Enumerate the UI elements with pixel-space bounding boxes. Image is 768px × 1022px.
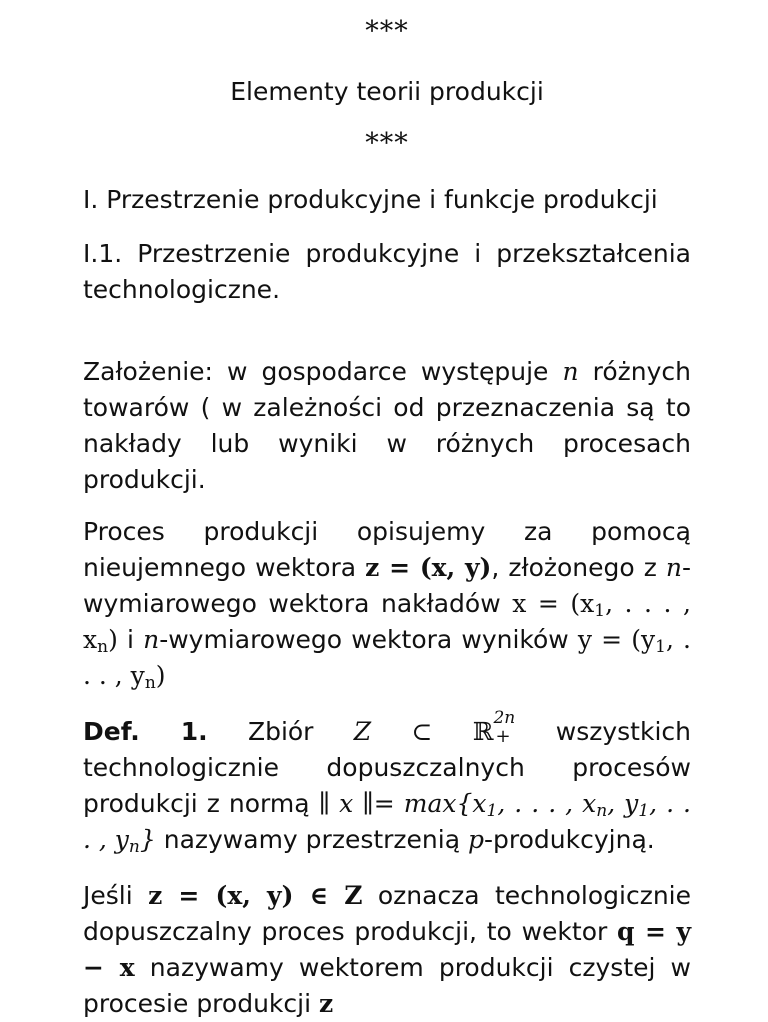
- p2-text-d: i: [117, 625, 144, 654]
- definition-label: Def. 1.: [83, 717, 208, 746]
- y-mid: , . . . , y: [83, 625, 692, 690]
- math-n2: n: [143, 625, 160, 654]
- p1-text-a: Założenie: w gospodarce występuje: [83, 357, 563, 386]
- norm-sub-1: 1: [486, 801, 498, 821]
- x-mid: , . . . , x: [83, 589, 692, 654]
- stars-top: ***: [365, 16, 409, 47]
- math-p: p: [468, 825, 485, 854]
- p2-text-c: -wymiarowego wektora nakładów: [83, 553, 691, 618]
- norm-start: ∥ x ∥= max{x: [318, 789, 487, 818]
- stars-bottom: ***: [365, 128, 409, 159]
- math-z-eq: z = (x, y): [365, 553, 492, 582]
- p1-text-b: różnych towarów ( w zależności od przeznaczenia są to nakłady lub wyniki w różnych procesach produkcji.: [83, 357, 691, 494]
- math-R: ℝ: [472, 717, 494, 746]
- norm-mid-3: , . . . , y: [83, 789, 692, 854]
- def1-text-a: Zbiór: [207, 717, 354, 746]
- norm-end: }: [139, 825, 156, 854]
- norm-sub-nb: n: [128, 837, 140, 857]
- x-sub-1: 1: [594, 601, 606, 621]
- x-eq: x = (x: [512, 589, 595, 618]
- p2-text-e: -wymiarowego wektora wyników: [159, 625, 578, 654]
- def1-text-d: -produkcyjną.: [484, 825, 655, 854]
- norm-sub-1b: 1: [638, 801, 650, 821]
- p2-text-b: , złożonego z: [491, 553, 666, 582]
- definition-1: [83, 708, 692, 858]
- math-subset: ⊂: [371, 717, 473, 746]
- norm-sub-n: n: [596, 801, 608, 821]
- math-n1: n: [665, 553, 682, 582]
- section-heading: I. Przestrzenie produkcyjne i funkcje produkcji: [83, 185, 658, 214]
- y-sub-n: n: [144, 673, 156, 693]
- y-sub-1: 1: [655, 637, 666, 657]
- p3-text-c: nazywamy wektorem produkcji czystej w procesie produkcji: [83, 953, 691, 1018]
- p3-text-a: Jeśli: [83, 881, 149, 910]
- def1-text-b: wszystkich technologicznie dopuszczalnych procesów produkcji z normą: [83, 717, 691, 818]
- math-z: z: [319, 989, 334, 1018]
- document-page: [83, 8, 691, 1022]
- document-title: Elementy teorii produkcji: [230, 77, 544, 106]
- subsection-heading: I.1. Przestrzenie produkcyjne i przekształcenia technologiczne.: [83, 239, 691, 304]
- math-R-sub: +: [495, 726, 511, 747]
- paragraph-net-production: [83, 878, 691, 1022]
- math-Z: Z: [353, 717, 372, 746]
- p2-text-a: Proces produkcji opisujemy za pomocą nieujemnego wektora: [83, 517, 691, 582]
- y-eq: y = (y: [577, 625, 656, 654]
- math-z-in-Z: z = (x, y) ∈ Z: [148, 881, 363, 910]
- y-end: ): [155, 661, 166, 690]
- p3-text-b: oznacza technologicznie dopuszczalny proces produkcji, to wektor: [83, 881, 691, 946]
- x-sub-n: n: [97, 637, 109, 657]
- math-R-sup: 2n: [493, 708, 516, 728]
- norm-mid-1: , . . . , x: [497, 789, 597, 818]
- math-n: n: [562, 357, 579, 386]
- def1-text-c: nazywamy przestrzenią: [155, 825, 468, 854]
- paragraph-process: [83, 514, 691, 694]
- math-q-eq: q = y − x: [83, 917, 691, 982]
- math-R-scripts: [493, 708, 516, 747]
- paragraph-assumption: [83, 354, 691, 498]
- x-end: ): [108, 625, 118, 654]
- norm-mid-2: , y: [607, 789, 639, 818]
